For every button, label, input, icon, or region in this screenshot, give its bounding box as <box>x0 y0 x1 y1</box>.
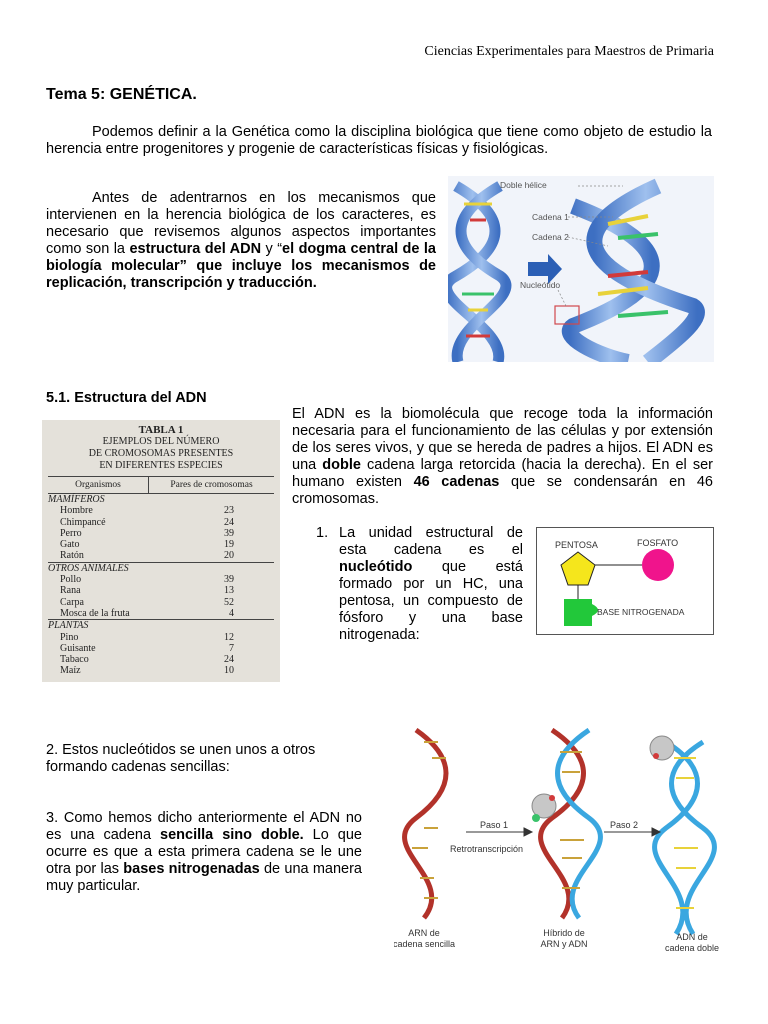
item-3-text <box>46 810 362 895</box>
col-organismos: Organismos <box>48 477 149 493</box>
table-row <box>48 643 274 654</box>
organism-cell: Carpa <box>60 596 84 608</box>
table-row <box>48 597 274 608</box>
caption-1a: ARN de <box>408 928 440 938</box>
item3-text-2: Lo que ocurre es que a esta primera cadena se le une otra por las <box>46 827 362 877</box>
small-helix <box>448 186 506 362</box>
chromosome-pairs-cell: 23 <box>224 505 234 517</box>
page-header: Ciencias Experimentales para Maestros de Primaria <box>424 44 714 59</box>
item3-text-3: de una manera muy particular. <box>46 861 362 894</box>
chromosome-pairs-cell: 4 <box>229 607 234 619</box>
p2-bold-1: estructura del ADN <box>129 241 262 257</box>
item-1-text <box>339 525 523 644</box>
organism-cell: Perro <box>60 527 82 539</box>
organism-cell: Pino <box>60 631 79 643</box>
organism-cell: Ratón <box>60 550 84 562</box>
organism-cell: Tabaco <box>60 654 89 666</box>
item3-bold-1: sencilla sino doble. <box>160 827 304 843</box>
label-cadena-1: Cadena 1 <box>532 212 569 222</box>
table-row <box>48 550 274 561</box>
chromosome-pairs-cell: 52 <box>224 596 234 608</box>
pentose-pentagon <box>561 552 595 585</box>
chromosome-pairs-cell: 39 <box>224 527 234 539</box>
chromosome-pairs-cell: 19 <box>224 539 234 551</box>
item1-text-2: que está formado por un HC, una pentosa, un compuesto de fósforo y una base nitrogenada: <box>339 559 523 643</box>
organism-cell: Hombre <box>60 505 93 517</box>
adn-intro-paragraph <box>46 190 436 292</box>
label-fosfato: FOSFATO <box>637 538 679 548</box>
chromosome-pairs-cell: 12 <box>224 631 234 643</box>
p2-text-2: y “ <box>261 241 283 257</box>
page-title: Tema 5: GENÉTICA. <box>46 86 197 103</box>
label-pentosa: PENTOSA <box>555 540 598 550</box>
chromosome-pairs-cell: 24 <box>224 516 234 528</box>
organism-cell: Maíz <box>60 665 81 677</box>
hybrid-strand <box>532 730 600 918</box>
p3-text-2: cadena larga retorcida (hacia la derecha). En el ser humano existen <box>292 457 713 490</box>
item2-span: 2. Estos nucleótidos se unen unos a otros formando cadenas sencillas: <box>46 742 316 775</box>
chromosome-pairs-cell: 24 <box>224 654 234 666</box>
table-row <box>48 539 274 550</box>
table-title-1: TABLA 1 <box>138 424 184 436</box>
double-helix-figure <box>448 176 714 362</box>
table-row <box>48 585 274 596</box>
caption-3b: cadena doble <box>664 943 720 953</box>
table-row <box>48 505 274 516</box>
phosphate-circle <box>642 549 674 581</box>
rna-single-strand <box>405 730 446 918</box>
intro-paragraph: Podemos definir a la Genética como la disciplina biológica que tiene como objeto de estudio la herencia entre progenitores y progenie de características físicas y fisiológicas. <box>46 124 712 157</box>
p3-bold-1: doble <box>322 457 361 473</box>
chromosome-table <box>42 420 280 682</box>
table-row <box>48 654 274 665</box>
chromosome-pairs-cell: 20 <box>224 550 234 562</box>
label-cadena-2: Cadena 2 <box>532 232 569 242</box>
p3-bold-2: 46 cadenas <box>413 474 500 490</box>
label-nucleotido: Nucleótido <box>520 280 561 290</box>
retrotranscription-figure <box>394 728 730 958</box>
label-doble-helice: Doble hélice <box>500 180 547 190</box>
label-retrotranscripcion: Retrotranscripción <box>450 844 524 854</box>
chromosome-pairs-cell: 7 <box>229 642 234 654</box>
organism-cell: Guisante <box>60 642 96 654</box>
table-title-4: EN DIFERENTES ESPECIES <box>99 460 223 471</box>
item-2-text <box>46 742 362 776</box>
table-group-header: PLANTAS <box>48 619 274 631</box>
organism-cell: Rana <box>60 585 81 597</box>
caption-2b: ARN y ADN <box>540 939 588 949</box>
base-rectangle <box>564 599 598 626</box>
item1-text-1: La unidad estructural de esta cadena es el <box>339 525 523 558</box>
organism-cell: Pollo <box>60 574 82 586</box>
chromosome-pairs-cell: 39 <box>224 574 234 586</box>
caption-3a: ADN de <box>676 932 708 942</box>
table-body <box>48 494 274 677</box>
p2-bold-2: el dogma central de la biología molecular” que incluye los mecanismos de replicación, transcripción y traducción. <box>46 241 436 291</box>
chromosome-pairs-cell: 13 <box>224 585 234 597</box>
label-paso-1: Paso 1 <box>480 820 509 830</box>
item1-bold: nucleótido <box>339 559 413 575</box>
chromosome-pairs-cell: 10 <box>224 665 234 677</box>
organism-cell: Gato <box>60 539 80 551</box>
table-title-3: DE CROMOSOMAS PRESENTES <box>88 448 234 459</box>
organism-cell: Chimpancé <box>60 516 106 528</box>
p2-text-1: Antes de adentrarnos en los mecanismos que intervienen en la herencia biológica de los caracteres, es necesario que revisemos algunos aspectos importantes como son la <box>46 190 436 257</box>
p3-text-3: que se condensarán en 46 cromosomas. <box>292 474 713 507</box>
table-row <box>48 528 274 539</box>
table-title-2: EJEMPLOS DEL NÚMERO <box>102 436 220 447</box>
col-pares: Pares de cromosomas <box>170 480 253 490</box>
p3-text-1: El ADN es la biomolécula que recoge toda la información necesaria para el funcionamiento de las células y por extensión de los seres vivos, y que se hereda de padres a hijos. El ADN es una <box>292 406 713 473</box>
item-1-number: 1. <box>316 525 329 541</box>
organism-cell: Mosca de la fruta <box>60 607 130 619</box>
table-group-header: MAMÍFEROS <box>48 494 105 505</box>
caption-1b: cadena sencilla <box>394 939 456 949</box>
table-row <box>48 574 274 585</box>
label-base: BASE NITROGENADA <box>597 607 685 617</box>
caption-2a: Híbrido de <box>543 928 585 938</box>
table-group-header: OTROS ANIMALES <box>48 562 274 574</box>
section-title: 5.1. Estructura del ADN <box>46 390 207 406</box>
item3-text-1: 3. Como hemos dicho anteriormente el ADN no es una cadena <box>46 810 362 843</box>
nucleotide-diagram <box>536 527 714 635</box>
table-row <box>48 632 274 643</box>
table-row <box>48 665 274 676</box>
dna-double-strand <box>650 736 714 934</box>
item3-bold-2: bases nitrogenadas <box>123 861 260 877</box>
table-row <box>48 517 274 528</box>
adn-description-paragraph <box>292 406 713 508</box>
label-paso-2: Paso 2 <box>610 820 639 830</box>
table-row <box>48 608 274 619</box>
